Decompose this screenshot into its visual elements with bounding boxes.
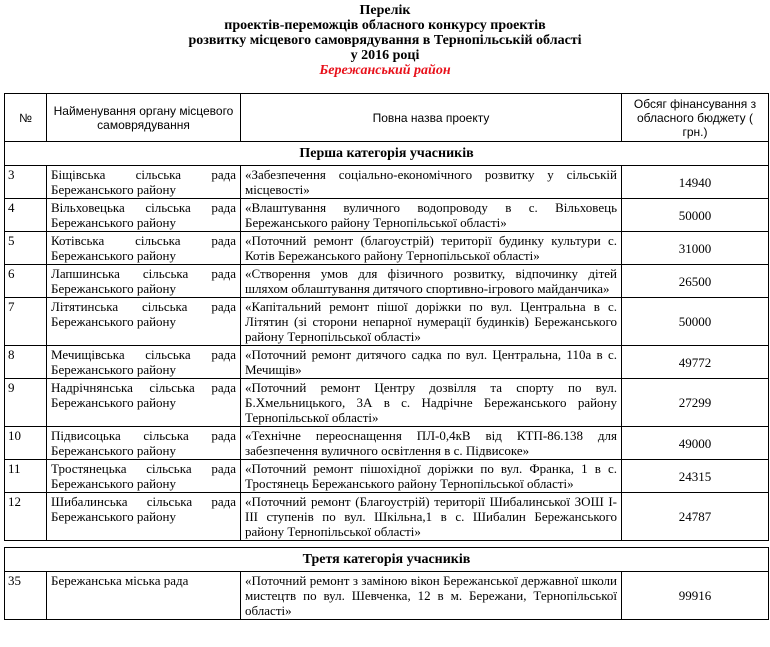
category-row (5, 548, 769, 572)
table-row (5, 265, 769, 298)
table-gap (5, 541, 769, 548)
row-amount: 24787 (622, 493, 769, 541)
row-organization: Шибалинська сільська рада Бережанського району (47, 493, 241, 541)
header-title: Перелік (359, 3, 411, 18)
district-name: Бережанський район (319, 63, 451, 78)
header-line-2: проектів-переможців обласного конкурсу проектів (224, 18, 546, 33)
row-organization: Мечищівська сільська рада Бережанського району (47, 346, 241, 379)
row-organization: Бережанська міська рада (47, 572, 241, 620)
table-row (5, 232, 769, 265)
row-number: 35 (5, 572, 47, 620)
row-number: 4 (5, 199, 47, 232)
row-project: «Капітальний ремонт пішої доріжки по вул. Центральна в с. Літятин (зі сторони непарної нумерації будинків) Бережанського району Тернопільської області» (241, 298, 622, 346)
row-number: 6 (5, 265, 47, 298)
row-amount: 50000 (622, 199, 769, 232)
row-amount: 49772 (622, 346, 769, 379)
row-number: 9 (5, 379, 47, 427)
row-number: 11 (5, 460, 47, 493)
row-amount: 31000 (622, 232, 769, 265)
row-amount: 27299 (622, 379, 769, 427)
row-project: «Поточний ремонт (Благоустрій) території Шибалинської ЗОШ І-ІІІ ступенів по вул. Шкільна,1 в с. Шибалин Бережанського району Тернопільської області» (241, 493, 622, 541)
row-amount: 24315 (622, 460, 769, 493)
row-project: «Поточний ремонт з заміною вікон Бережанської державної школи мистецтв по вул. Шевченка, 12 в м. Бережани, Тернопільської області» (241, 572, 622, 620)
row-organization: Котівська сільська рада Бережанського району (47, 232, 241, 265)
row-number: 10 (5, 427, 47, 460)
row-project: «Поточний ремонт дитячого садка по вул. Центральна, 110а в с. Мечищів» (241, 346, 622, 379)
row-organization: Літятинська сільська рада Бережанського району (47, 298, 241, 346)
table-header-row (5, 94, 769, 142)
table-row (5, 346, 769, 379)
row-organization: Вільховецька сільська рада Бережанського району (47, 199, 241, 232)
row-number: 3 (5, 166, 47, 199)
row-project: «Поточний ремонт пішохідної доріжки по вул. Франка, 1 в с. Тростянець Бережанського району Тернопільської області» (241, 460, 622, 493)
column-header-project: Повна назва проекту (241, 94, 622, 142)
projects-table (4, 93, 769, 620)
row-number: 5 (5, 232, 47, 265)
row-project: «Поточний ремонт (благоустрій) території будинку культури с. Котів Бережанського району Тернопільської області» (241, 232, 622, 265)
column-header-number: № (5, 94, 47, 142)
row-amount: 14940 (622, 166, 769, 199)
row-amount: 50000 (622, 298, 769, 346)
row-amount: 26500 (622, 265, 769, 298)
table-row (5, 298, 769, 346)
column-header-organization: Найменування органу місцевого самоврядування (47, 94, 241, 142)
table-row (5, 199, 769, 232)
row-project: «Створення умов для фізичного розвитку, відпочинку дітей шляхом облаштування дитячого спортивно-ігрового майданчика» (241, 265, 622, 298)
table-row (5, 572, 769, 620)
row-amount: 49000 (622, 427, 769, 460)
row-organization: Біщівська сільська рада Бережанського району (47, 166, 241, 199)
table-row (5, 493, 769, 541)
row-organization: Надрічнянська сільська рада Бережанського району (47, 379, 241, 427)
table-row (5, 166, 769, 199)
table-row (5, 379, 769, 427)
row-project: «Технічне переоснащення ПЛ-0,4кВ від КТП-86.138 для забезпечення вуличного освітлення в с. Підвисоке» (241, 427, 622, 460)
table-row (5, 460, 769, 493)
row-number: 12 (5, 493, 47, 541)
row-organization: Тростянецька сільська рада Бережанського району (47, 460, 241, 493)
row-organization: Лапшинська сільська рада Бережанського району (47, 265, 241, 298)
row-organization: Підвисоцька сільська рада Бережанського району (47, 427, 241, 460)
row-project: «Забезпечення соціально-економічного розвитку у сільській місцевості» (241, 166, 622, 199)
category-title: Перша категорія учасників (5, 142, 769, 166)
row-project: «Поточний ремонт Центру дозвілля та спорту по вул. Б.Хмельницького, 3А в с. Надрічне Бережанського району Тернопільської області» (241, 379, 622, 427)
gap-cell (5, 541, 769, 548)
row-number: 7 (5, 298, 47, 346)
header-line-3: розвитку місцевого самоврядування в Тернопільській області (188, 33, 582, 48)
header-year: у 2016 році (350, 48, 420, 63)
category-title: Третя категорія учасників (5, 548, 769, 572)
document-header (0, 0, 770, 78)
row-number: 8 (5, 346, 47, 379)
category-row (5, 142, 769, 166)
category-1-rows (5, 166, 769, 541)
row-amount: 99916 (622, 572, 769, 620)
column-header-amount: Обсяг фінансування з обласного бюджету ( грн.) (622, 94, 769, 142)
table-row (5, 427, 769, 460)
row-project: «Влаштування вуличного водопроводу в с. Вільховець Бережанського району Тернопільської області» (241, 199, 622, 232)
